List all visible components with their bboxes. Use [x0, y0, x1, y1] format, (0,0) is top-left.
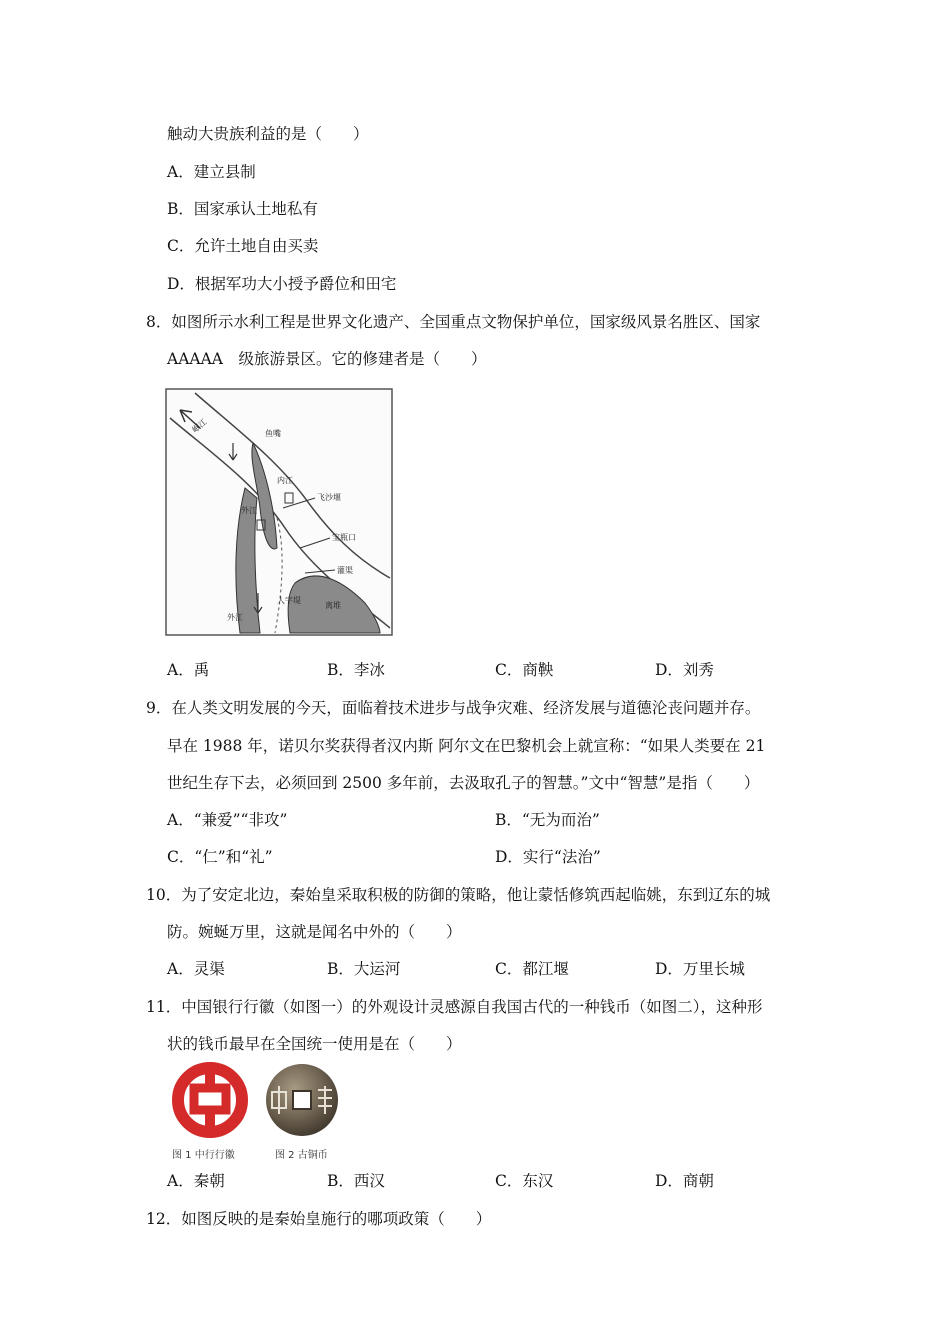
map-label-jiedi: 人字堤: [277, 596, 301, 605]
q9-option-d[interactable]: D．实行“法治”: [495, 848, 601, 866]
map-label-feishayan: 飞沙堰: [317, 493, 341, 502]
q9-option-a[interactable]: A．“兼爱”“非攻”: [167, 811, 288, 829]
q9-option-b[interactable]: B．“无为而治”: [495, 811, 600, 829]
q11-option-d[interactable]: D．商朝: [655, 1172, 714, 1190]
map-label-lidui: 离堆: [325, 601, 341, 610]
map-label-canal: 灌渠: [337, 566, 353, 575]
q10-stem-line1: 10．为了安定北边，秦始皇采取积极的防御的策略，他让蒙恬修筑西起临姚，东到辽东的城: [146, 886, 771, 904]
map-label-baopingkou: 宝瓶口: [332, 533, 356, 542]
q10-option-a[interactable]: A．灵渠: [167, 960, 225, 978]
map-label-inner: 内江: [277, 476, 293, 485]
q7-option-d[interactable]: D．根据军功大小授予爵位和田宅: [167, 275, 397, 293]
q10-option-c[interactable]: C．都江堰: [495, 960, 569, 978]
q8-option-b[interactable]: B．李冰: [327, 661, 385, 679]
map-label-outer: 外江: [241, 506, 257, 515]
q11-option-c[interactable]: C．东汉: [495, 1172, 554, 1190]
q11-stem-line2: 状的钱币最早在全国统一使用是在（ ）: [167, 1035, 462, 1053]
q9-stem-line2: 早在 1988 年，诺贝尔奖获得者汉内斯 阿尔文在巴黎机会上就宣称：“如果人类要在 21: [167, 737, 766, 755]
q8-stem-line2: AAAAA 级旅游景区。它的修建者是（ ）: [167, 350, 487, 368]
q9-stem-line3: 世纪生存下去，必须回到 2500 多年前，去汲取孔子的智慧。”文中“智慧”是指（ ）: [167, 774, 760, 792]
q8-stem-line1: 8．如图所示水利工程是世界文化遗产、全国重点文物保护单位，国家级风景名胜区、国家: [146, 313, 761, 331]
q9-option-c[interactable]: C．“仁”和“礼”: [167, 848, 273, 866]
q8-option-c[interactable]: C．商鞅: [495, 661, 554, 679]
q8-option-d[interactable]: D．刘秀: [655, 661, 714, 679]
ancient-coin-figure: [262, 1062, 342, 1142]
figure1-caption: 图 1 中行行徽: [172, 1150, 235, 1161]
map-label-jiangxia: 外江: [227, 613, 243, 622]
dujiangyan-map: [165, 388, 395, 638]
q12-stem-line1: 12．如图反映的是秦始皇施行的哪项政策（ ）: [146, 1210, 492, 1228]
q7-option-c[interactable]: C．允许土地自由买卖: [167, 237, 319, 255]
map-label-fish-mouth: 鱼嘴: [265, 429, 281, 438]
map-label-river: 岷江: [190, 417, 209, 435]
q7-option-b[interactable]: B．国家承认土地私有: [167, 200, 318, 218]
bank-of-china-logo-figure: [165, 1062, 255, 1142]
q11-option-b[interactable]: B．西汉: [327, 1172, 385, 1190]
q10-option-b[interactable]: B．大运河: [327, 960, 401, 978]
q10-stem-line2: 防。婉蜒万里，这就是闻名中外的（ ）: [167, 923, 462, 941]
q7-option-a[interactable]: A．建立县制: [167, 163, 256, 181]
q8-option-a[interactable]: A．禹: [167, 661, 210, 679]
q11-option-a[interactable]: A．秦朝: [167, 1172, 225, 1190]
q11-stem-line1: 11．中国银行行徽（如图一）的外观设计灵感源自我国古代的一种钱币（如图二），这种形: [146, 998, 763, 1016]
q7-continuation: 触动大贵族利益的是（ ）: [167, 125, 369, 143]
q10-option-d[interactable]: D．万里长城: [655, 960, 745, 978]
q9-stem-line1: 9．在人类文明发展的今天，面临着技术进步与战争灾难、经济发展与道德沦丧问题并存。: [146, 699, 761, 717]
figure2-caption: 图 2 古铜币: [275, 1150, 328, 1161]
